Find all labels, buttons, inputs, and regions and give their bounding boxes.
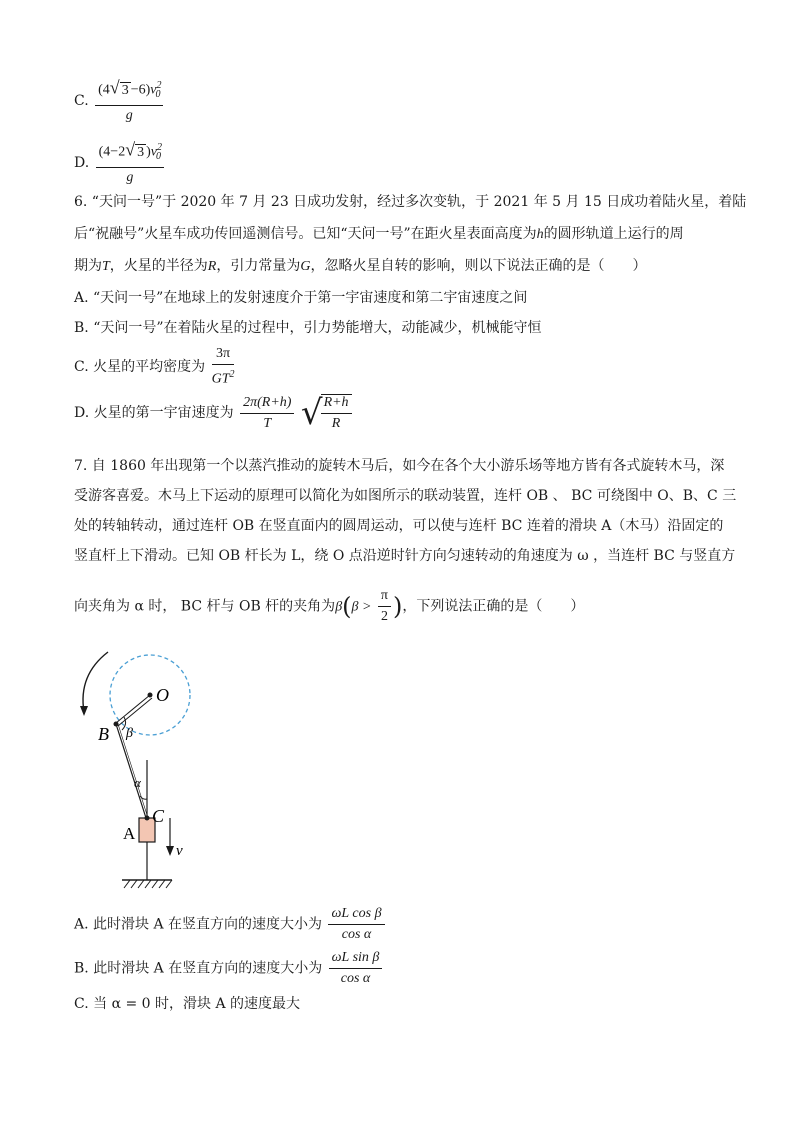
q6-option-c: C. 火星的平均密度为 $\frac{3\pi}{GT^2}$ [74, 346, 235, 387]
fraction: $\frac{\text{ωL cos β}}{\text{cos α}}$ [328, 906, 384, 943]
fraction: $\frac{\pi}{2}$ [378, 588, 391, 625]
rod-bc-edge [118, 724, 148, 818]
sqrt-sign: √ [109, 77, 120, 98]
label-v: v [176, 843, 183, 859]
pivot-o [148, 693, 153, 698]
linkage-diagram [70, 640, 210, 892]
fraction: $\frac{3\pi}{GT^2}$ [211, 346, 235, 387]
sqrt-sign: √ [300, 393, 323, 433]
label-b: B [98, 724, 109, 744]
fraction: $\frac{(4√ 3 -6)v^2_0}{g}$ [95, 78, 163, 124]
q6-option-b: B. “天问一号”在着陆火星的过程中，引力势能增大，动能减少，机械能守恒 [74, 320, 542, 336]
rod-ob [116, 695, 150, 723]
q7-stem-line3: 处的转轴转动，通过连杆 OB 在竖直面内的圆周运动，可以使与连杆 BC 连着的滑块 A（木马）沿固定的 [74, 518, 724, 534]
option-label: C. [74, 93, 89, 110]
rotation-arrow-icon [83, 652, 108, 712]
fraction: $\frac{\text{ωL sin β}}{\text{cos α}}$ [329, 950, 383, 987]
q6-stem-line1: 6. “天问一号”于 2020 年 7 月 23 日成功发射，经过多次变轨，于 2021 年 5 月 15 日成功着陆火星，着陆 [74, 194, 747, 210]
sqrt-sign: √ [125, 139, 136, 160]
pivot-c [145, 816, 150, 821]
option-label: D. [74, 155, 90, 172]
label-o: O [156, 685, 169, 705]
q6-stem-line2: 后“祝融号”火星车成功传回遥测信号。已知“天问一号”在距火星表面高度为h的圆形轨道上运行的周 [74, 226, 684, 242]
label-c: C [152, 806, 165, 826]
label-a: A [123, 824, 136, 843]
fraction: $\frac{2\pi(R+h)}{T}$ [240, 395, 294, 432]
q7-stem-line2: 受游客喜爱。木马上下运动的原理可以简化为如图所示的联动装置，连杆 OB 、 BC 可绕图中 O、B、C 三 [74, 488, 737, 504]
q7-option-c: C. 当 α = 0 时，滑块 A 的速度最大 [74, 996, 301, 1012]
q5-option-c [74, 78, 165, 124]
fraction: $\frac{(4-2√ 3 )v^2_0}{g}$ [96, 140, 164, 186]
fraction: $\frac{R+h}{R}$ [321, 394, 352, 432]
q7-stem-line5: 向夹角为 α 时， BC 杆与 OB 杆的夹角为β(β > $\frac{\pi}{2}$ )，下列说法正确的是（ ） [74, 588, 585, 624]
velocity-arrowhead-icon [166, 846, 174, 856]
q7-option-b: B. 此时滑块 A 在竖直方向的速度大小为 $\frac{\text{ωL sin β}}{\text{cos α}}$ [74, 950, 384, 987]
ground-hatch [124, 880, 172, 888]
q7-stem-line1: 7. 自 1860 年出现第一个以蒸汽推动的旋转木马后，如今在各个大小游乐场等地方皆有各式旋转木马，深 [74, 458, 725, 474]
label-beta: β [126, 726, 133, 741]
q5-option-d [74, 140, 166, 186]
q6-option-d: D. 火星的第一宇宙速度为 $\frac{2\pi(R+h)}{T}$ √ $\frac{R+h}{R}$ [74, 394, 354, 432]
q6-option-a: A. “天问一号”在地球上的发射速度介于第一宇宙速度和第二宇宙速度之间 [74, 290, 528, 306]
q6-stem-line3: 期为T，火星的半径为R，引力常量为G，忽略火星自转的影响，则以下说法正确的是（ ） [74, 258, 647, 274]
label-alpha: α [134, 775, 141, 790]
arrowhead-icon [80, 706, 88, 716]
q7-stem-line4: 竖直杆上下滑动。已知 OB 杆长为 L，绕 O 点沿逆时针方向匀速转动的角速度为 ω ，当连杆 BC 与竖直方 [74, 548, 736, 564]
q7-option-a: A. 此时滑块 A 在竖直方向的速度大小为 $\frac{\text{ωL cos β}}{\text{cos α}}$ [74, 906, 387, 943]
rod-ob-edge [118, 698, 152, 726]
